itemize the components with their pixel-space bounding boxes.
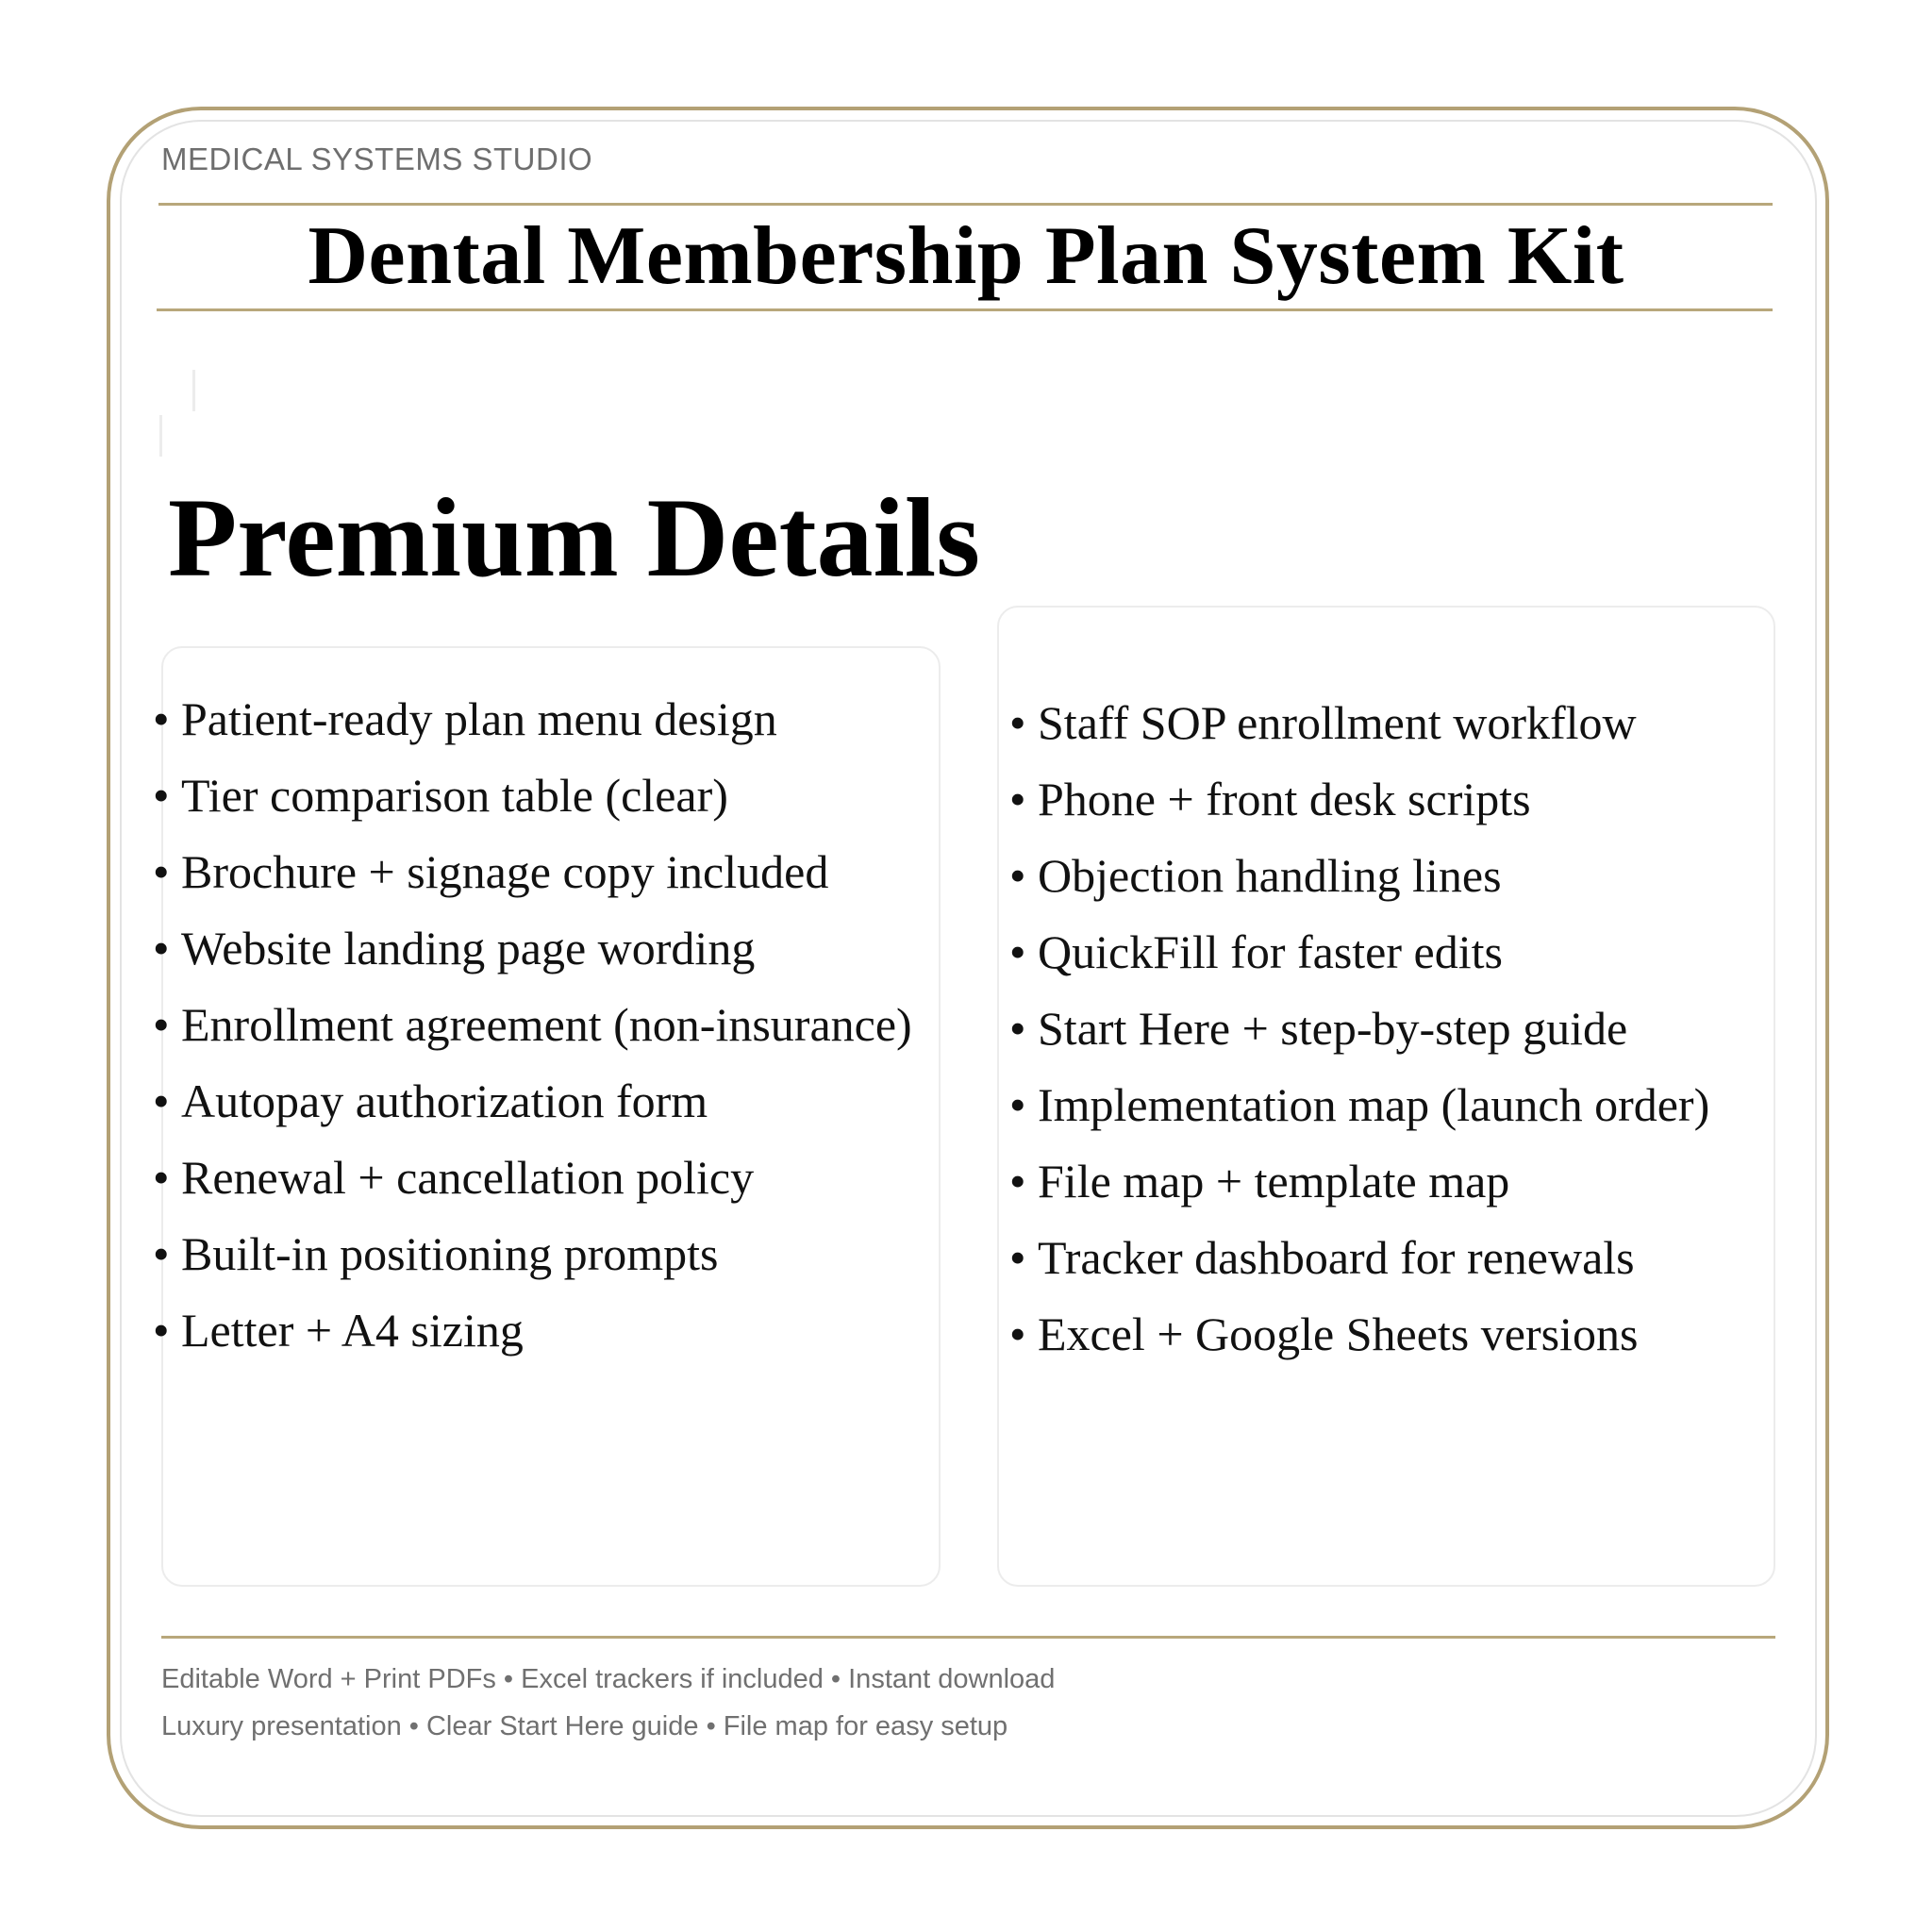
bullet-icon: • [153,1151,170,1204]
decorative-tick [159,415,162,457]
footer-line-1: Editable Word + Print PDFs • Excel trackers if included • Instant download [161,1664,1056,1694]
feature-text: QuickFill for faster edits [1038,925,1503,978]
footer-rule [161,1636,1775,1639]
decorative-tick [192,370,195,411]
brand-name: MEDICAL SYSTEMS STUDIO [161,142,593,176]
bullet-icon: • [1009,1155,1026,1208]
feature-list-item [1009,838,1709,914]
feature-list-item [1009,1067,1709,1143]
kit-title: Dental Membership Plan System Kit [308,210,1624,302]
feature-text: Enrollment agreement (non-insurance) [181,998,912,1051]
feature-list-item [153,910,912,987]
feature-text: Patient-ready plan menu design [181,692,777,745]
feature-list-item [153,681,912,758]
bullet-icon: • [1009,1231,1026,1284]
bullet-icon: • [153,769,170,822]
feature-list-item [1009,685,1709,761]
bullet-icon: • [1009,849,1026,902]
feature-list-item [1009,1143,1709,1220]
left-feature-list [153,681,912,1369]
bullet-icon: • [1009,925,1026,978]
bullet-icon: • [1009,1307,1026,1360]
bullet-icon: • [153,692,170,745]
feature-list-item [153,758,912,834]
bullet-icon: • [1009,773,1026,825]
feature-text: Letter + A4 sizing [181,1304,524,1357]
feature-list-item [1009,1220,1709,1296]
feature-text: Brochure + signage copy included [181,845,829,898]
feature-text: Start Here + step-by-step guide [1038,1002,1628,1055]
bullet-icon: • [153,1074,170,1127]
feature-text: Excel + Google Sheets versions [1038,1307,1639,1360]
footer-line-2: Luxury presentation • Clear Start Here guide • File map for easy setup [161,1711,1008,1741]
feature-list-item [153,834,912,910]
feature-text: Tracker dashboard for renewals [1038,1231,1635,1284]
feature-list-item [153,1063,912,1140]
feature-list-item [153,1216,912,1292]
feature-text: File map + template map [1038,1155,1510,1208]
feature-text: Objection handling lines [1038,849,1502,902]
feature-list-item [1009,991,1709,1067]
feature-text: Website landing page wording [181,922,756,974]
bullet-icon: • [1009,1002,1026,1055]
right-feature-list [1009,685,1709,1373]
feature-list-item [153,987,912,1063]
bullet-icon: • [153,845,170,898]
feature-text: Phone + front desk scripts [1038,773,1531,825]
feature-list-item [153,1292,912,1369]
bullet-icon: • [153,922,170,974]
title-bottom-rule [157,308,1773,311]
bullet-icon: • [1009,1078,1026,1131]
feature-text: Autopay authorization form [181,1074,708,1127]
bullet-icon: • [153,1227,170,1280]
bullet-icon: • [153,998,170,1051]
feature-list-item [1009,761,1709,838]
bullet-icon: • [1009,696,1026,749]
feature-text: Implementation map (launch order) [1038,1078,1710,1131]
feature-text: Tier comparison table (clear) [181,769,728,822]
feature-list-item [1009,1296,1709,1373]
title-top-rule [158,203,1773,206]
bullet-icon: • [153,1304,170,1357]
feature-text: Staff SOP enrollment workflow [1038,696,1637,749]
feature-text: Built-in positioning prompts [181,1227,719,1280]
feature-list-item [1009,914,1709,991]
feature-list-item [153,1140,912,1216]
feature-text: Renewal + cancellation policy [181,1151,755,1204]
section-title: Premium Details [168,475,980,600]
